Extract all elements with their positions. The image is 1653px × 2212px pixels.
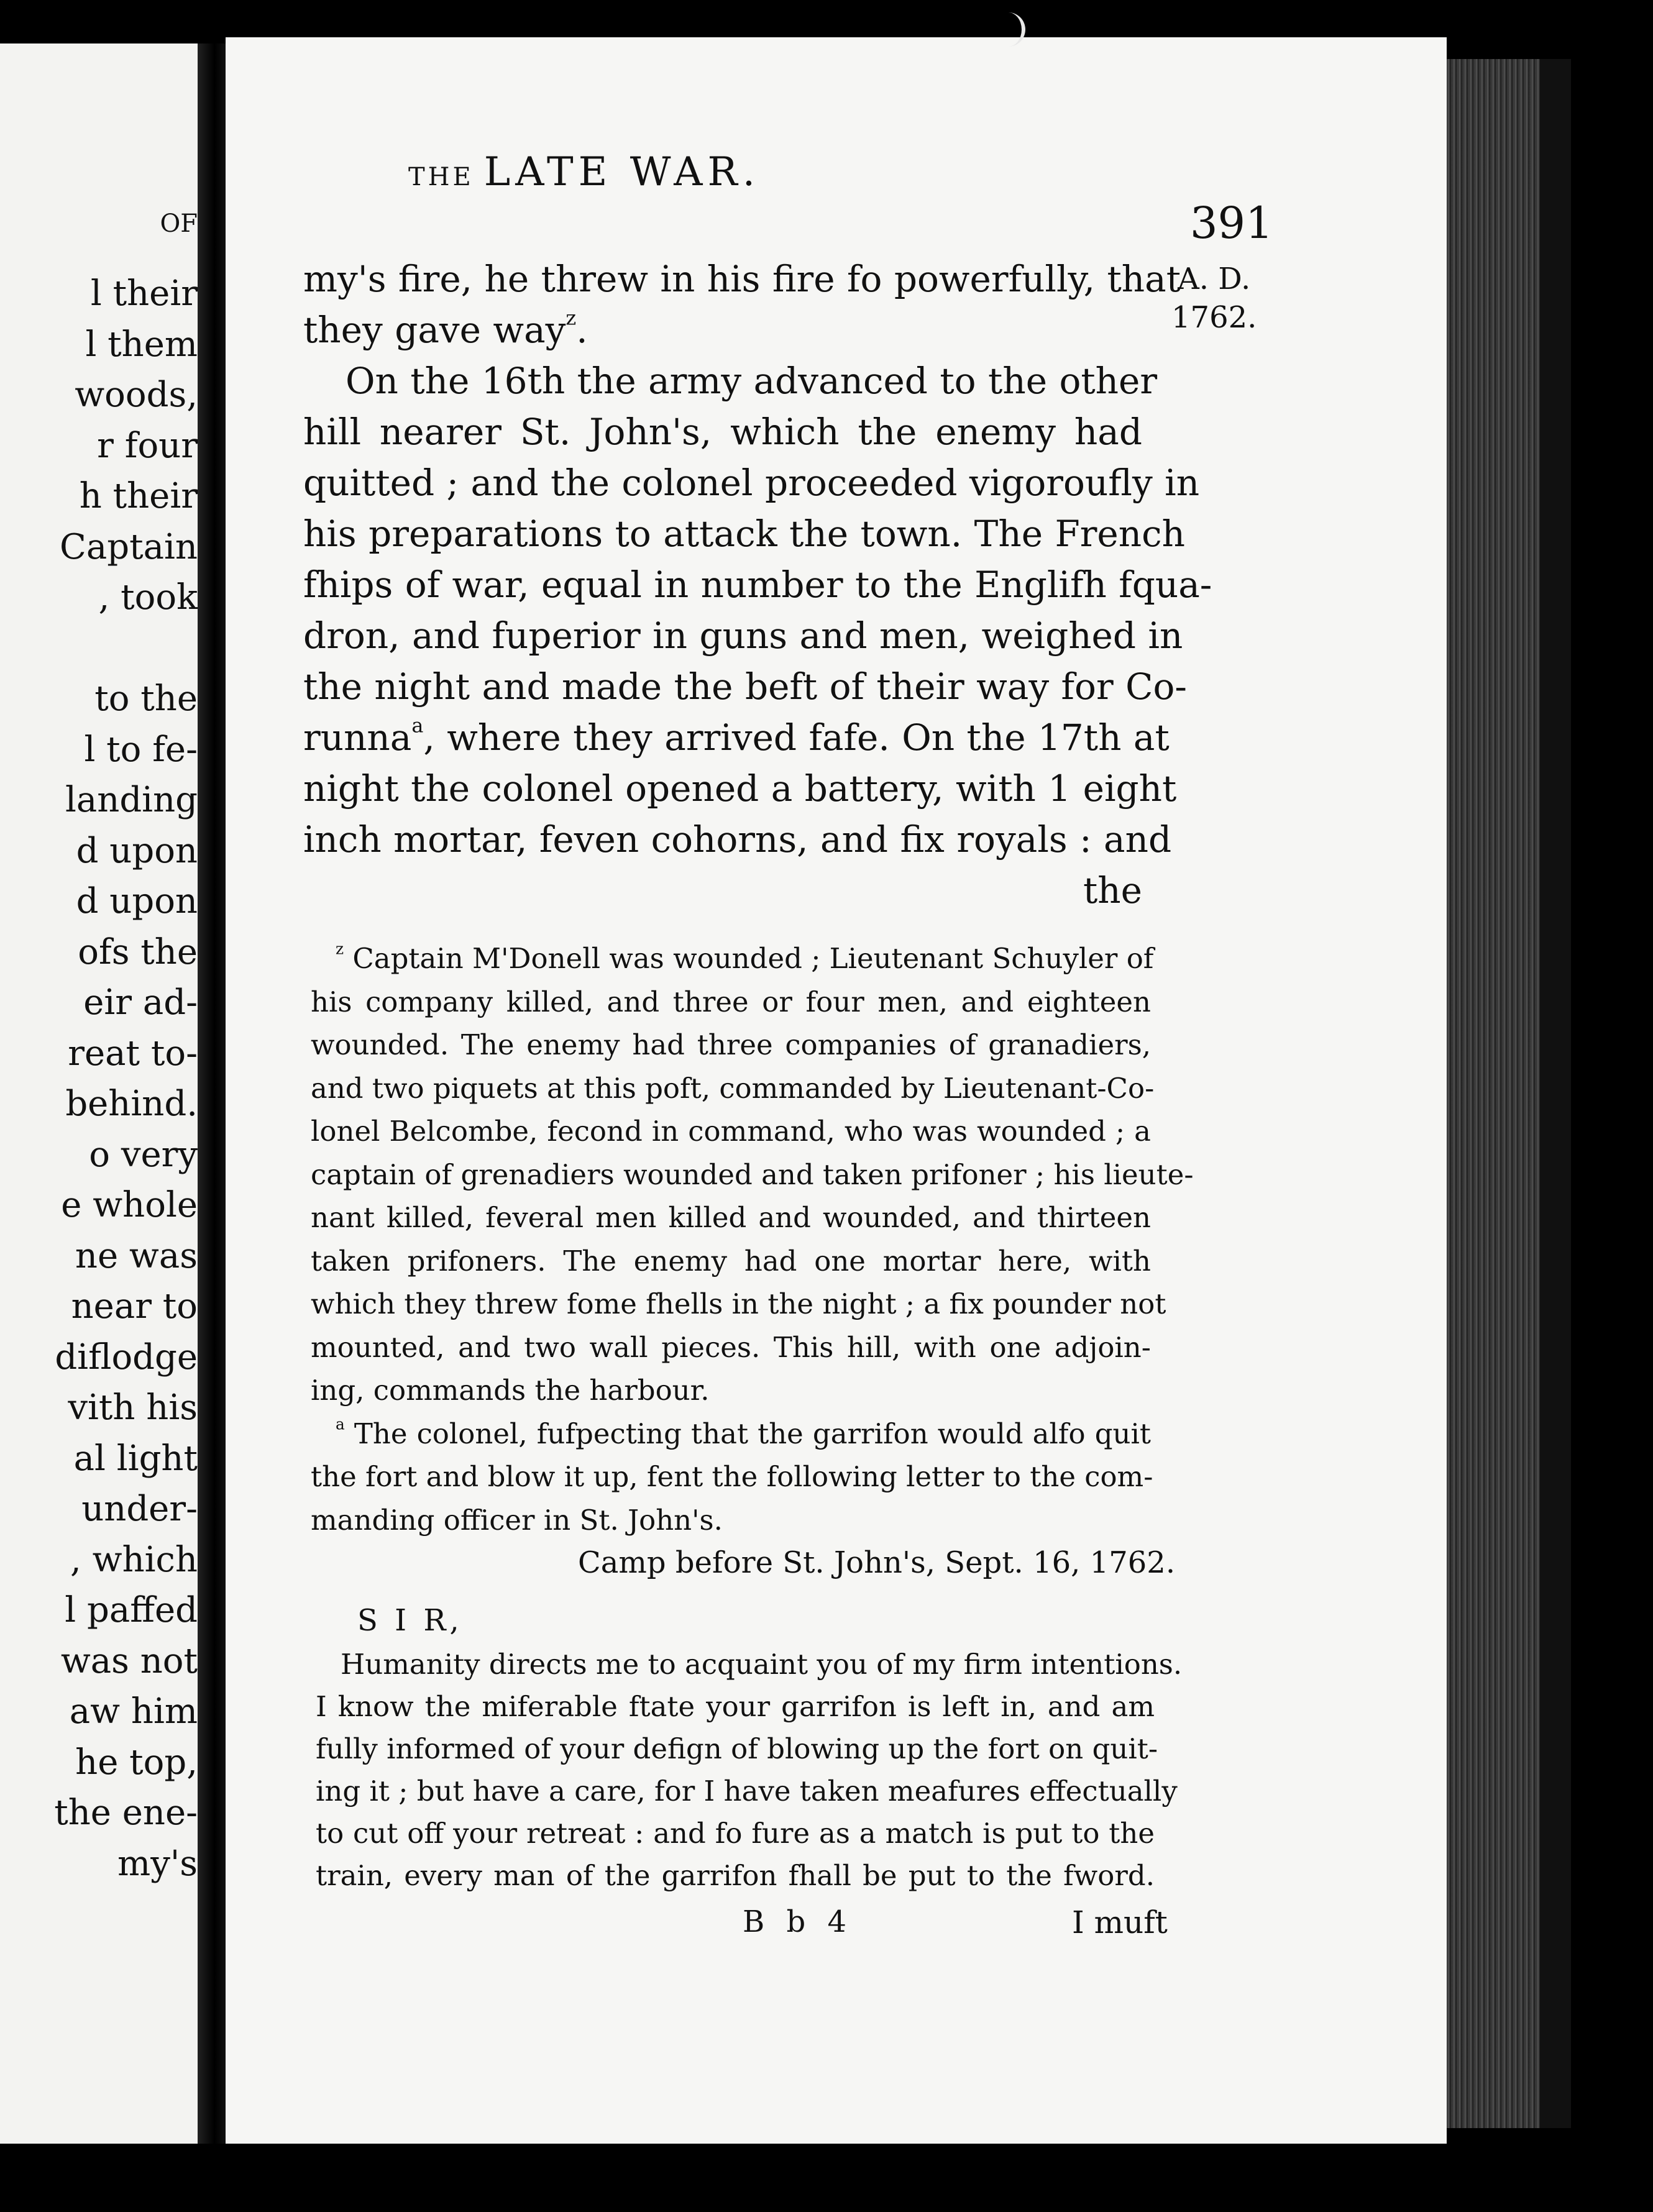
footnote-line: wounded. The enemy had three companies of granadiers, [311,1028,1151,1061]
left-page-line: o very [89,1134,198,1175]
left-page-line: h their [79,476,198,516]
left-page-line: ne was [75,1235,198,1276]
left-page-line: r four [97,425,198,466]
left-running-head: OF [160,209,198,238]
footnote-line: nant killed, feveral men killed and wounded, and thirteen [311,1201,1151,1234]
page-number: 391 [1190,198,1273,249]
text-line: fhips of war, equal in number to the Englifh fqua- [303,564,1212,606]
letter-salutation: S I R, [357,1603,463,1638]
text-line: inch mortar, feven cohorns, and fix royals : and [303,818,1172,861]
left-page-line: he top, [75,1742,198,1783]
footnote-line: mounted, and two wall pieces. This hill, with one adjoin- [311,1330,1151,1364]
left-page-line: l their [90,273,198,314]
text-line: hill nearer St. John's, which the enemy had [303,411,1142,453]
text-line: the night and made the beft of their way for Co- [303,665,1187,708]
footnote-line: his company killed, and three or four men, and eighteen [311,985,1151,1018]
page-edges [1447,59,1540,2128]
catchword: I muft [1072,1904,1168,1940]
text-line-carryover: the [1083,869,1142,912]
margin-note-label: A. D. [1178,262,1251,296]
left-page-fragment [0,43,198,2144]
book-gutter [198,43,226,2144]
left-page-line: under- [81,1489,198,1529]
running-head-article: THE [408,163,474,191]
footnote-text: The colonel, fufpecting that the garrifon would alfo quit [354,1417,1151,1450]
left-page-line: d upon [76,830,198,871]
footnote-text: Captain M'Donell was wounded ; Lieutenant Schuyler of [352,942,1154,975]
text-line: dron, and fuperior in guns and men, weighed in [303,615,1183,657]
letter-line: I know the miferable ftate your garrifon is left in, and am [316,1690,1155,1723]
footnote-line: and two piquets at this poft, commanded by Lieutenant-Co- [311,1071,1155,1105]
footnotes [311,937,1194,1542]
running-head-title: LATE WAR. [483,149,761,195]
footnote-line [311,1412,1151,1456]
left-page-line: the ene- [54,1793,198,1833]
left-page-line: l to fe- [84,729,198,770]
left-page-line: vith his [68,1387,198,1428]
left-page-line: eir ad- [83,982,198,1023]
text-line: his preparations to attack the town. The French [303,513,1185,555]
footnote-line: captain of grenadiers wounded and taken prifoner ; his lieute- [311,1158,1194,1191]
letter-body [316,1643,1183,1897]
book-edge-shadow [1540,59,1571,2128]
footnote-line: lonel Belcombe, fecond in command, who was wounded ; a [311,1115,1151,1148]
letter-line: ing it ; but have a care, for I have taken meafures effectually [316,1775,1178,1808]
footnote-mark: z [336,939,344,958]
footnote-line: manding officer in St. John's. [311,1503,723,1537]
left-page-line: woods, [75,375,198,415]
left-page-line: ofs the [78,931,198,972]
left-page-line: my's [117,1843,198,1884]
left-page-line: aw him [69,1691,198,1732]
text-line: quitted ; and the colonel proceeded vigoroufly in [303,462,1200,504]
left-page-line: landing [65,780,198,820]
text-line: my's fire, he threw in his fire fo powerfully, that [303,258,1181,300]
left-page-line: behind. [65,1084,198,1124]
signature-mark: B b 4 [743,1904,853,1939]
letter-line: Humanity directs me to acquaint you of my firm intentions. [341,1648,1183,1681]
text-line-span: runna [303,716,412,759]
letter-line: train, every man of the garrifon fhall be put to the fword. [316,1859,1155,1892]
text-line-span: they gave way [303,309,566,351]
left-page-line: , took [98,577,198,618]
left-page-line: l them [85,324,198,365]
letter-line: fully informed of your defign of blowing up the fort on quit- [316,1732,1158,1765]
left-page-line: near to [71,1286,198,1327]
letter-line: to cut off your retreat : and fo fure as a match is put to the [316,1817,1155,1850]
margin-note-year: 1762. [1171,300,1257,335]
footnote-ref: a [411,713,424,738]
letter-dateline: Camp before St. John's, Sept. 16, 1762. [578,1545,1176,1580]
footnote-ref: z [566,306,577,330]
text-line-span: , where they arrived fafe. On the 17th at [423,716,1170,759]
footnote-mark: a [336,1415,345,1433]
left-page-line: to the [94,679,198,719]
left-page-line: d upon [76,881,198,921]
left-page-line: Captain [60,526,198,567]
text-line: On the 16th the army advanced to the other [346,360,1158,402]
footnote-line: ing, commands the harbour. [311,1374,710,1407]
left-page-line: , which [70,1539,198,1580]
left-page-line: diflodge [55,1337,198,1378]
footnote-line: the fort and blow it up, fent the following letter to the com- [311,1460,1153,1493]
left-page-line: l paffed [65,1590,198,1630]
footnote-line [311,937,1154,980]
running-head [236,149,932,195]
main-text [303,254,1212,916]
margin-date-note [1171,260,1257,337]
footnote-line: taken prifoners. The enemy had one mortar here, with [311,1244,1151,1277]
text-line: they gave way$^z$. [303,306,588,351]
left-page-line: reat to- [68,1033,198,1074]
left-page-line: was not [60,1640,198,1681]
left-page-line: al light [73,1438,198,1479]
left-page-line: e whole [61,1185,198,1225]
footnote-line: which they threw fome fhells in the night ; a fix pounder not [311,1287,1166,1320]
text-line [303,712,1170,763]
text-line: night the colonel opened a battery, with 1 eight [303,767,1177,810]
